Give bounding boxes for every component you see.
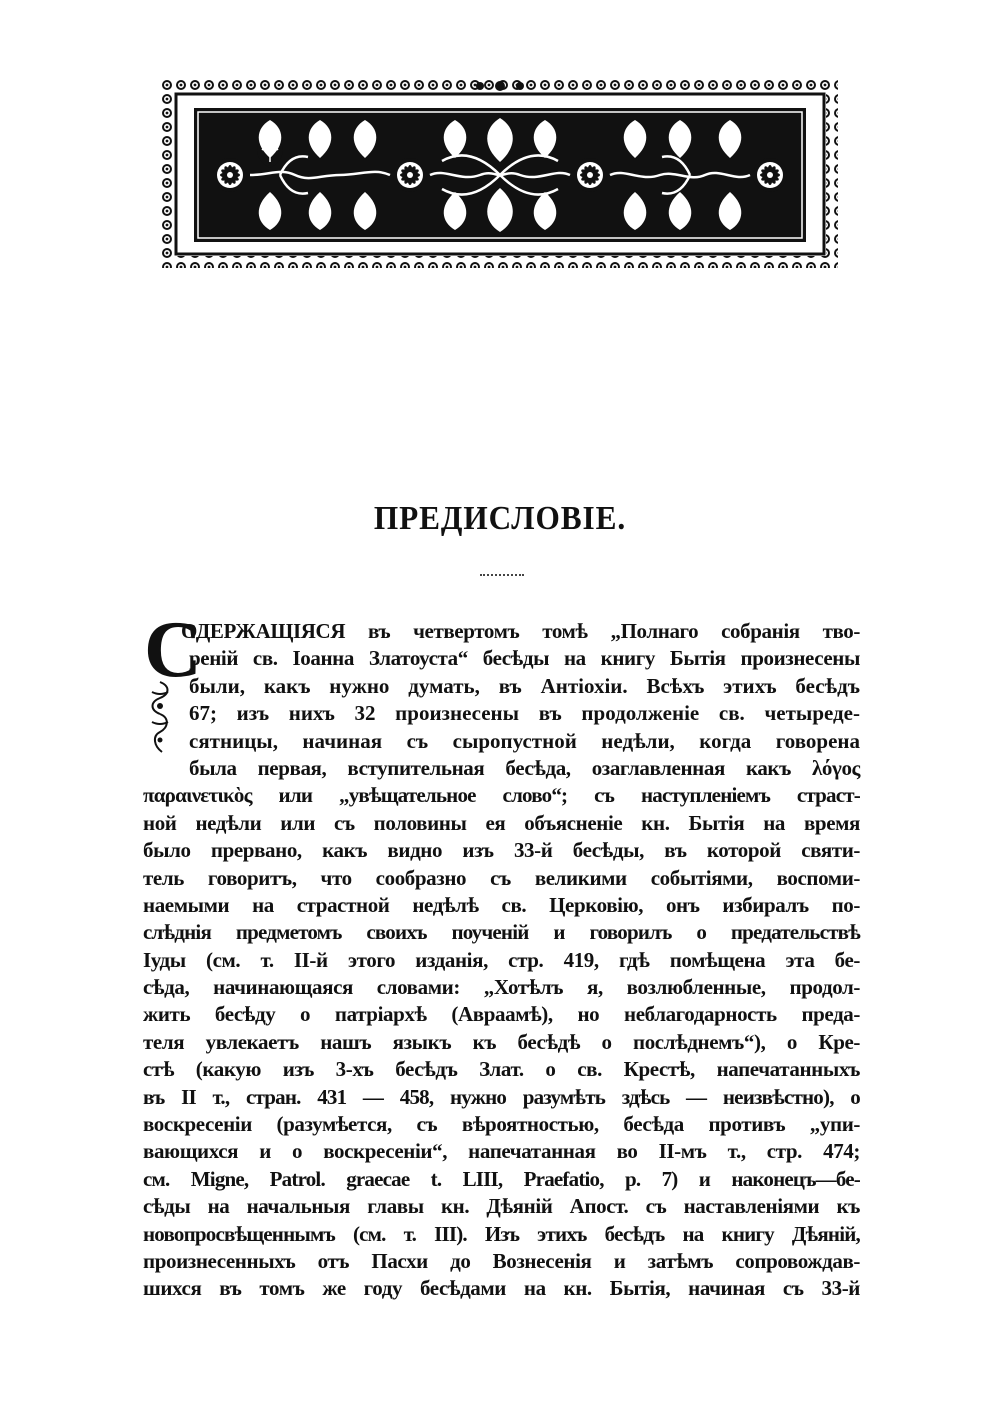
text-line: παραινετικὸς или „увѣщательное слово“; съ наступленіемъ страст- — [143, 783, 860, 808]
text-line: вающихся и о воскресеніи“, напечатанная во II-мъ т., стр. 474; — [143, 1139, 860, 1164]
text-line: сѣды на начальныя главы кн. Дѣяній Апост. съ наставленіями къ — [143, 1194, 860, 1219]
ornamental-headpiece — [160, 78, 840, 270]
text-line: стѣ (какую изъ 3-хъ бесѣдъ Злат. о св. Крестѣ, напечатанныхъ — [143, 1057, 860, 1082]
text-line: Іуды (см. т. II-й этого изданія, стр. 419, гдѣ помѣщена эта бе- — [143, 947, 860, 972]
preface-text — [143, 618, 860, 1303]
text-line: сятницы, начиная съ сыропустной недѣли, когда говорена — [189, 728, 860, 753]
title-divider — [480, 574, 524, 578]
text-line: наемыми на страстной недѣлѣ св. Церковію, онъ избиралъ по- — [143, 892, 860, 917]
text-line: тель говоритъ, что сообразно съ великими событіями, воспоми- — [143, 865, 860, 890]
text-line: жить бесѣду о патріархѣ (Авраамѣ), но неблагодарность преда- — [143, 1002, 860, 1027]
text-line: реній св. Іоанна Златоуста“ бесѣды на книгу Бытія произнесены — [189, 646, 860, 671]
text-line: сѣда, начинающаяся словами: „Хотѣлъ я, возлюбленные, продол- — [143, 975, 860, 1000]
page-title: ПРЕДИСЛОВІЕ. — [373, 500, 627, 537]
drop-cap-letter: С — [144, 606, 202, 694]
text-line: были, какъ нужно думать, въ Антіохіи. Всѣхъ этихъ бесѣдъ — [189, 673, 860, 698]
text-line: было прервано, какъ видно изъ 33-й бесѣды, въ которой святи- — [143, 838, 860, 863]
text-line: новопросвѣщеннымъ (см. т. III). Изъ этихъ бесѣдъ на книгу Дѣяній, — [143, 1221, 860, 1246]
text-line: воскресеніи (разумѣется, съ вѣроятностью, бесѣда противъ „упи- — [143, 1112, 860, 1137]
text-line: ОДЕРЖАЩІЯСЯ въ четвертомъ томѣ „Полнаго собранія тво- — [181, 619, 860, 643]
text-line: теля увлекаетъ нашъ языкъ къ бесѣдѣ о послѣднемъ“), о Кре- — [143, 1029, 860, 1054]
text-line: была первая, вступительная бесѣда, озаглавленная какъ λόγος — [189, 755, 860, 780]
text-line: произнесенныхъ отъ Пасхи до Вознесенія и затѣмъ сопровождав- — [143, 1248, 860, 1273]
text-line: 67; изъ нихъ 32 произнесены въ продолженіе св. четыреде- — [189, 701, 860, 726]
text-line: слѣднія предметомъ своихъ поученій и говорилъ о предательствѣ — [143, 920, 860, 945]
text-line: см. Migne, Patrol. graecae t. LIII, Praefatio, p. 7) и наконецъ—бе- — [143, 1166, 860, 1191]
text-line: въ II т., стран. 431 — 458, нужно разумѣть здѣсь — неизвѣстно), о — [143, 1084, 860, 1109]
text-line: ной недѣли или съ половины ея объясненіе кн. Бытія на время — [143, 810, 860, 835]
text-line: шихся въ томъ же году бесѣдами на кн. Бытія, начиная съ 33-й — [143, 1276, 860, 1301]
